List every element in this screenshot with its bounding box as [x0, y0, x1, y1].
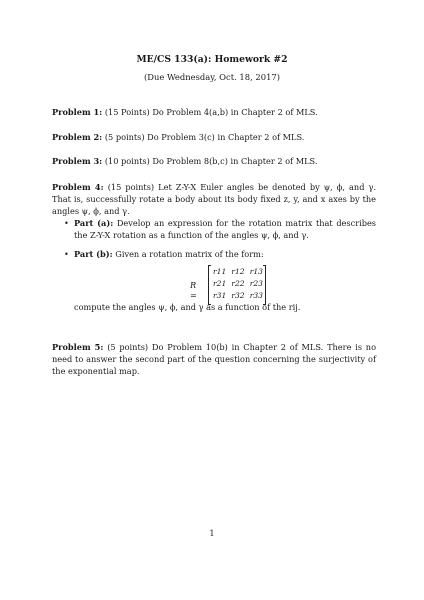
page-title: ME/CS 133(a): Homework #2	[136, 54, 288, 65]
problem-5	[52, 341, 376, 377]
part-b-label: Part (b):	[74, 249, 113, 259]
problem-2-text: (5 points) Do Problem 3(c) in Chapter 2 of MLS.	[102, 132, 305, 142]
problem-5-text: (5 points) Do Problem 10(b) in Chapter 2 of MLS. There is no need to answer the second part of the question concerning the surjectivity of the exponential map.	[52, 342, 377, 376]
matrix-row	[213, 291, 263, 300]
problem-5-label: Problem 5:	[52, 342, 104, 352]
problem-3-label: Problem 3:	[52, 156, 103, 166]
matrix-row	[213, 279, 263, 288]
problem-4	[52, 181, 376, 217]
matrix-cell: r33	[249, 291, 263, 300]
part-b	[64, 249, 376, 261]
matrix-cell: r12	[231, 267, 245, 276]
part-a-label: Part (a):	[74, 218, 114, 228]
due-date: (Due Wednesday, Oct. 18, 2017)	[144, 72, 280, 82]
matrix-row	[213, 267, 263, 276]
matrix-cell: r11	[213, 267, 227, 276]
problem-1-text: (15 Points) Do Problem 4(a,b) in Chapter 2 of MLS.	[102, 107, 318, 117]
problem-4-text: (15 points) Let Z-Y-X Euler angles be denoted by ψ, ϕ, and γ. That is, successfully rotate a body about its body fixed z, y, and x axes by the angles ψ, ϕ, and γ.	[52, 182, 376, 216]
bullet-icon: •	[64, 249, 69, 259]
matrix-cell: r23	[249, 279, 263, 288]
part-a-text: Develop an expression for the rotation matrix that describes the Z-Y-X rotation as a function of the angles ψ, ϕ, and γ.	[74, 218, 377, 240]
problem-2	[52, 131, 376, 143]
page-number: 1	[209, 528, 215, 538]
matrix-cell: r21	[213, 279, 227, 288]
rotation-matrix	[208, 266, 266, 304]
bullet-icon: •	[64, 218, 69, 228]
matrix-cell: r13	[249, 267, 263, 276]
matrix-cell: r32	[231, 291, 245, 300]
part-b-text: Given a rotation matrix of the form:	[112, 249, 264, 259]
compute-instruction: compute the angles ψ, ϕ, and γ as a function of the rij.	[74, 302, 301, 312]
part-a	[64, 218, 376, 241]
problem-3-text: (10 points) Do Problem 8(b,c) in Chapter 2 of MLS.	[102, 156, 318, 166]
matrix-cell: r31	[213, 291, 227, 300]
matrix-cell: r22	[231, 279, 245, 288]
problem-1	[52, 106, 376, 118]
problem-2-label: Problem 2:	[52, 132, 103, 142]
problem-3	[52, 155, 376, 167]
problem-4-label: Problem 4:	[52, 182, 104, 192]
problem-1-label: Problem 1:	[52, 107, 103, 117]
matrix-lhs: R =	[190, 280, 197, 300]
